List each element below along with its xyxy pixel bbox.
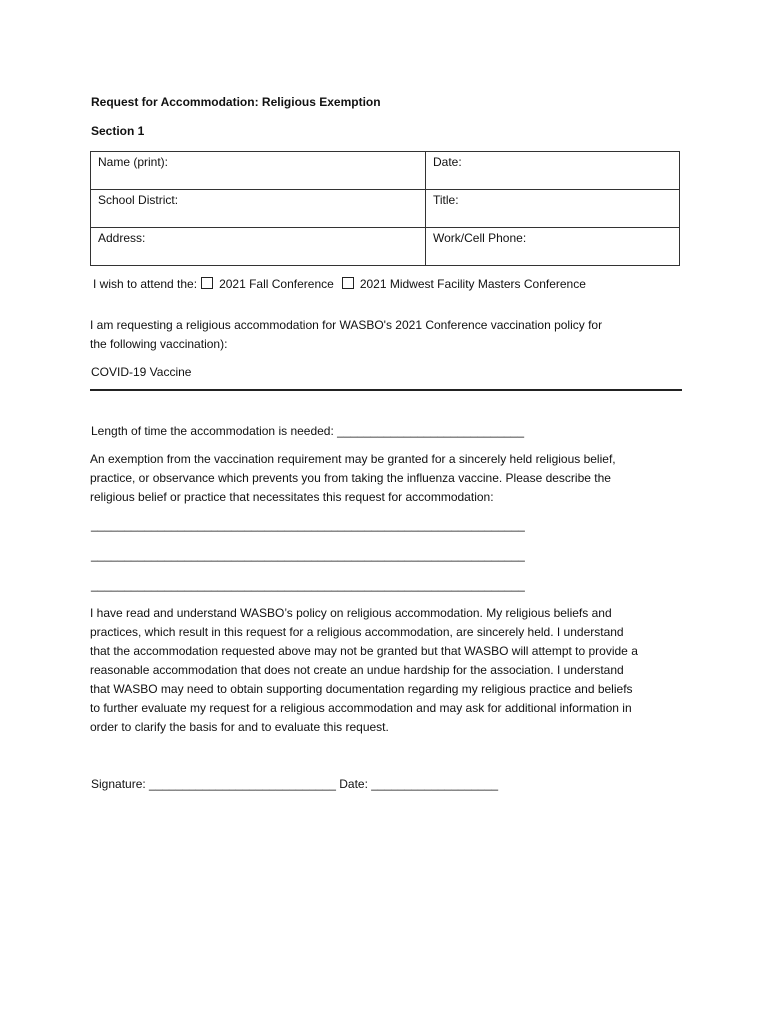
belief-description-line[interactable]: _________________________________________________________________ [91, 578, 525, 592]
exemption-line: religious belief or practice that necessitates this request for accommodation: [90, 490, 494, 504]
phone-field[interactable] [426, 228, 680, 266]
request-line: I am requesting a religious accommodation for WASBO's 2021 Conference vaccination policy for [90, 318, 603, 332]
date-field[interactable] [426, 152, 680, 190]
name-label: Name (print): [98, 155, 169, 169]
section-divider [90, 389, 682, 391]
fall-conference-label: 2021 Fall Conference [219, 277, 334, 291]
acknowledgement-line: that WASBO may need to obtain supporting documentation regarding my religious practice and beliefs [90, 682, 633, 696]
acknowledgement-line: reasonable accommodation that does not create an undue hardship for the association. I understand [90, 663, 624, 677]
request-paragraph [90, 316, 690, 354]
address-label: Address: [98, 231, 146, 245]
contact-info-table [90, 151, 680, 266]
midwest-conference-checkbox[interactable] [342, 277, 354, 289]
school-district-label: School District: [98, 193, 179, 207]
acknowledgement-line: that the accommodation requested above may not be granted but that WASBO will attempt to provide a [90, 644, 638, 658]
request-line: the following vaccination): [90, 337, 228, 351]
school-district-field[interactable] [91, 190, 426, 228]
exemption-line: An exemption from the vaccination requirement may be granted for a sincerely held religious belief, [90, 452, 616, 466]
date-label: Date: [433, 155, 462, 169]
table-row [91, 228, 680, 266]
acknowledgement-line: order to clarify the basis for and to evaluate this request. [90, 720, 389, 734]
name-field[interactable] [91, 152, 426, 190]
exemption-paragraph [90, 450, 690, 507]
vaccine-name: COVID-19 Vaccine [91, 365, 192, 379]
table-row [91, 190, 680, 228]
attend-row [93, 277, 586, 292]
belief-description-line[interactable]: _________________________________________________________________ [91, 548, 525, 562]
signature-line[interactable]: Signature: ____________________________ Date: ___________________ [91, 777, 499, 791]
phone-label: Work/Cell Phone: [433, 231, 527, 245]
acknowledgement-line: to further evaluate my request for a religious accommodation and may ask for additional information in [90, 701, 632, 715]
address-field[interactable] [91, 228, 426, 266]
table-row [91, 152, 680, 190]
length-of-time-field[interactable]: Length of time the accommodation is needed: ____________________________ [91, 424, 525, 438]
form-title: Request for Accommodation: Religious Exemption [91, 95, 381, 109]
attend-label: I wish to attend the: [93, 277, 198, 291]
belief-description-line[interactable]: _________________________________________________________________ [91, 518, 525, 532]
section-label: Section 1 [91, 124, 145, 138]
exemption-line: practice, or observance which prevents you from taking the influenza vaccine. Please describe the [90, 471, 611, 485]
acknowledgement-line: practices, which result in this request for a religious accommodation, are sincerely held. I understand [90, 625, 624, 639]
acknowledgement-line: I have read and understand WASBO’s policy on religious accommodation. My religious beliefs and [90, 606, 612, 620]
acknowledgement-paragraph [90, 604, 690, 737]
fall-conference-checkbox[interactable] [201, 277, 213, 289]
title-label: Title: [433, 193, 459, 207]
midwest-conference-label: 2021 Midwest Facility Masters Conference [359, 277, 586, 291]
title-field[interactable] [426, 190, 680, 228]
